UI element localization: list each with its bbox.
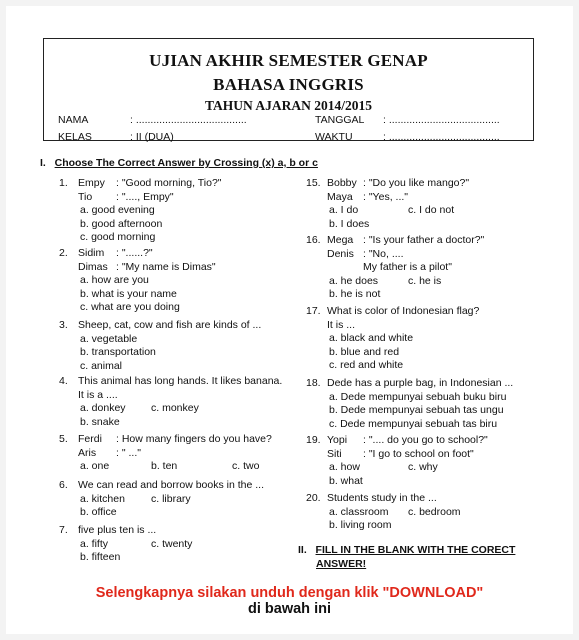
answer-option[interactable]: b. fifteen	[80, 551, 121, 563]
speaker-name: Dimas	[78, 260, 108, 273]
question-text: five plus ten is ...	[78, 524, 157, 536]
answer-option[interactable]: a. I do	[329, 204, 359, 216]
dialogue-line: : "Good morning, Tio?"	[116, 177, 222, 189]
speaker-name: Sidim	[78, 247, 105, 259]
answer-option[interactable]: b. what	[329, 474, 363, 487]
dialogue-line: : "No, ....	[363, 247, 404, 260]
speaker-name: Yopi	[327, 434, 348, 446]
question-text: It is ...	[327, 318, 356, 331]
answer-option[interactable]: b. living room	[329, 519, 392, 531]
answer-option[interactable]: a. Dede mempunyai sebuah buku biru	[329, 390, 507, 403]
nama-value: : ......................................	[130, 114, 247, 126]
section-2-title-continued	[316, 558, 366, 570]
question-number: 3.	[59, 319, 68, 331]
answer-option[interactable]: b. ten	[151, 460, 178, 472]
answer-option[interactable]: a. how are you	[80, 274, 149, 286]
question-number: 16.	[306, 234, 321, 246]
answer-option[interactable]: c. two	[232, 460, 260, 472]
answer-option[interactable]: b. good afternoon	[80, 217, 163, 230]
exam-title: UJIAN AKHIR SEMESTER GENAP	[149, 51, 428, 70]
speaker-name: Siti	[327, 447, 342, 460]
question-text: It is a ....	[78, 388, 118, 401]
nama-label: NAMA	[58, 114, 89, 126]
answer-option[interactable]: c. why	[408, 461, 438, 473]
speaker-name: Tio	[78, 190, 93, 203]
question-number: 4.	[59, 375, 68, 387]
answer-option[interactable]: b. snake	[80, 415, 120, 428]
question-number: 6.	[59, 479, 68, 491]
waktu-label: WAKTU	[315, 131, 353, 143]
dialogue-line: : How many fingers do you have?	[116, 433, 272, 445]
question-text: Dede has a purple bag, in Indonesian ...	[327, 377, 514, 389]
dialogue-line: My father is a pilot"	[363, 261, 452, 273]
answer-option[interactable]: a. classroom	[329, 505, 389, 518]
question-number: 5.	[59, 433, 68, 445]
answer-option[interactable]: c. library	[151, 492, 191, 505]
question-text: Sheep, cat, cow and fish are kinds of ...	[78, 319, 262, 331]
answer-option[interactable]: b. Dede mempunyai sebuah tas ungu	[329, 404, 504, 416]
answer-option[interactable]: c. bedroom	[408, 505, 461, 518]
answer-option[interactable]: c. monkey	[151, 402, 199, 414]
exam-header	[43, 38, 534, 141]
answer-option[interactable]: a. how	[329, 461, 360, 473]
question-text: What is color of Indonesian flag?	[327, 305, 480, 317]
answer-option[interactable]: c. I do not	[408, 204, 455, 216]
answer-option[interactable]: a. one	[80, 460, 110, 472]
section-2-heading	[298, 544, 515, 556]
kelas-value: : II (DUA)	[130, 131, 174, 143]
question-number: 20.	[306, 492, 321, 504]
question-number: 19.	[306, 434, 321, 446]
question-number: 7.	[59, 524, 68, 536]
question-number: 15.	[306, 177, 321, 189]
question-text: This animal has long hands. It likes banana.	[78, 375, 283, 387]
section-2-number: II.	[298, 544, 307, 556]
section-1-heading	[40, 157, 318, 169]
answer-option[interactable]: a. fifty	[80, 537, 109, 550]
section-1-title: Choose The Correct Answer by Crossing (x) a, b or c	[54, 157, 318, 169]
school-year: TAHUN AJARAN 2014/2015	[204, 98, 372, 113]
question-text: Students study in the ...	[327, 492, 437, 504]
dialogue-line: : " ..."	[116, 446, 141, 459]
tanggal-value: : ......................................	[383, 114, 500, 126]
speaker-name: Ferdi	[78, 433, 102, 445]
subject-title: BAHASA INGGRIS	[213, 75, 364, 94]
section-2-title-line2: ANSWER!	[316, 558, 367, 570]
tanggal-label: TANGGAL	[315, 114, 365, 126]
speaker-name: Mega	[327, 234, 354, 246]
answer-option[interactable]: c. red and white	[329, 359, 404, 371]
answer-option[interactable]: b. he is not	[329, 288, 381, 300]
answer-option[interactable]: c. Dede mempunyai sebuah tas biru	[329, 417, 498, 430]
dialogue-line: : "...., Empy"	[116, 190, 174, 203]
answer-option[interactable]: c. animal	[80, 359, 123, 372]
dialogue-line: : "My name is Dimas"	[116, 260, 216, 273]
answer-option[interactable]: c. good morning	[80, 231, 156, 243]
answer-option[interactable]: c. twenty	[151, 537, 193, 550]
question-number: 2.	[59, 247, 68, 259]
waktu-value: : ......................................	[383, 131, 500, 143]
answer-option[interactable]: a. donkey	[80, 402, 126, 414]
answer-option[interactable]: b. blue and red	[329, 345, 400, 358]
answer-option[interactable]: a. he does	[329, 274, 379, 287]
answer-option[interactable]: b. office	[80, 506, 117, 518]
answer-option[interactable]: b. what is your name	[80, 287, 177, 300]
dialogue-line: : ".... do you go to school?"	[363, 434, 488, 446]
answer-option[interactable]: a. good evening	[80, 204, 155, 216]
dialogue-line: : "......?"	[116, 247, 153, 259]
dialogue-line: : "I go to school on foot"	[363, 447, 474, 460]
speaker-name: Empy	[78, 177, 105, 189]
section-2-title-line1: FILL IN THE BLANK WITH THE CORECT	[315, 544, 516, 556]
dialogue-line: : "Is your father a doctor?"	[363, 234, 485, 246]
answer-option[interactable]: b. transportation	[80, 346, 156, 358]
section-1-number: I.	[40, 157, 46, 169]
question-number: 18.	[306, 377, 321, 389]
answer-option[interactable]: a. vegetable	[80, 332, 138, 345]
answer-option[interactable]: c. what are you doing	[80, 301, 180, 313]
answer-option[interactable]: a. kitchen	[80, 492, 125, 505]
dialogue-line: : "Do you like mango?"	[363, 177, 470, 189]
question-number: 17.	[306, 305, 321, 317]
answer-option[interactable]: a. black and white	[329, 332, 414, 344]
speaker-name: Bobby	[327, 177, 357, 189]
question-text: We can read and borrow books in the ...	[78, 479, 264, 491]
answer-option[interactable]: c. he is	[408, 274, 442, 287]
kelas-label: KELAS	[58, 131, 92, 143]
question-number: 1.	[59, 177, 68, 189]
speaker-name: Denis	[327, 247, 354, 260]
answer-option[interactable]: b. I does	[329, 217, 370, 230]
download-notice-line2: di bawah ini	[248, 601, 331, 617]
speaker-name: Aris	[78, 446, 97, 459]
download-notice: Selengkapnya silakan unduh dengan klik "DOWNLOAD"	[95, 585, 484, 601]
speaker-name: Maya	[327, 190, 353, 203]
dialogue-line: : "Yes, ..."	[363, 190, 409, 203]
